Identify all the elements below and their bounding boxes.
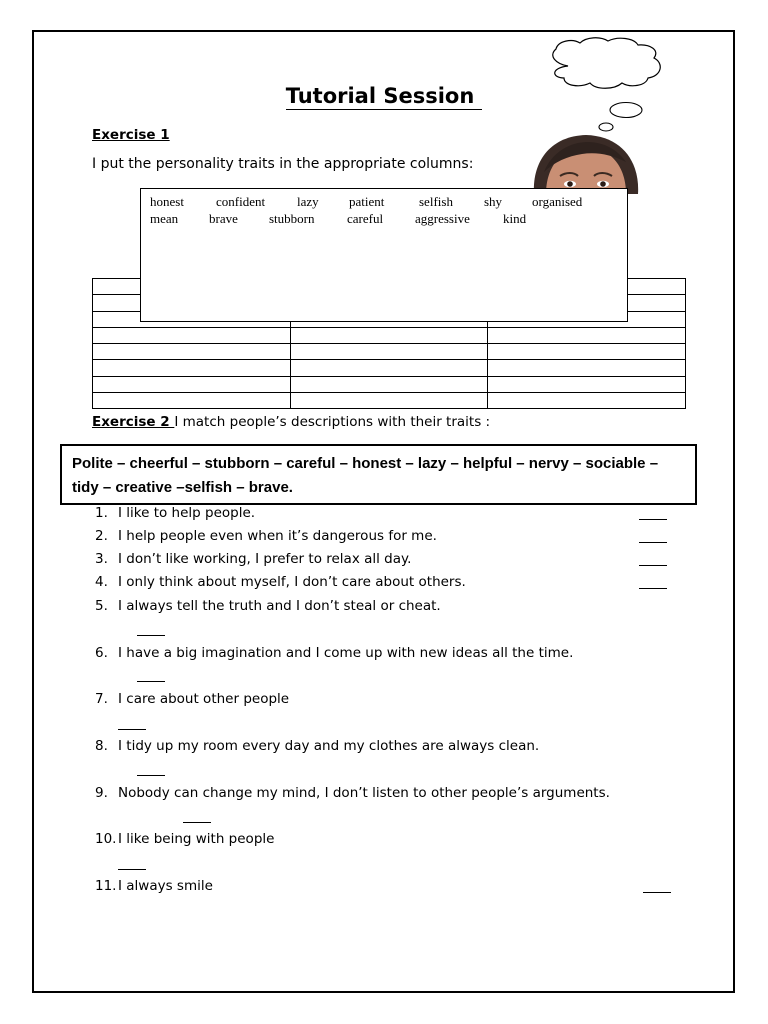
table-cell[interactable] xyxy=(290,344,488,360)
list-item xyxy=(95,528,437,544)
traits-box xyxy=(60,444,697,505)
table-cell[interactable] xyxy=(93,327,291,343)
list-item xyxy=(95,738,539,754)
list-item xyxy=(95,691,289,707)
word-item: honest xyxy=(150,194,184,209)
item-text: I have a big imagination and I come up with new ideas all the time. xyxy=(118,645,574,661)
table-cell[interactable] xyxy=(93,393,291,409)
item-number: 7. xyxy=(95,691,108,707)
list-item xyxy=(95,785,610,801)
item-text: I only think about myself, I don’t care about others. xyxy=(118,574,466,590)
word-item: selfish xyxy=(419,194,453,209)
list-item xyxy=(95,645,573,661)
answer-blank[interactable] xyxy=(639,565,667,566)
answer-blank[interactable] xyxy=(639,588,667,589)
item-text: I like being with people xyxy=(118,831,275,847)
word-bank-box xyxy=(140,188,628,322)
list-item xyxy=(95,831,274,847)
item-number: 3. xyxy=(95,551,108,567)
item-text: I care about other people xyxy=(118,691,290,707)
item-text: I always tell the truth and I don’t steal or cheat. xyxy=(118,598,441,614)
word-item: shy xyxy=(484,194,503,209)
exercise1-heading: Exercise 1 xyxy=(92,127,170,143)
girl-face-image xyxy=(530,132,642,194)
list-item xyxy=(95,598,441,614)
table-cell[interactable] xyxy=(290,393,488,409)
exercise2-heading: Exercise 2 xyxy=(92,414,175,430)
item-number: 9. xyxy=(95,785,108,801)
list-item xyxy=(95,505,255,521)
table-row xyxy=(93,393,686,409)
word-row-1 xyxy=(150,194,582,210)
word-item: mean xyxy=(150,211,179,226)
item-text: I like to help people. xyxy=(118,505,256,521)
item-number: 10. xyxy=(95,831,117,847)
thought-bubble-icon xyxy=(530,34,690,134)
table-cell[interactable] xyxy=(488,327,686,343)
word-item: stubborn xyxy=(269,211,315,226)
exercise2-instruction: I match people’s descriptions with their traits : xyxy=(174,414,491,430)
item-number: 11. xyxy=(95,878,117,894)
answer-blank[interactable] xyxy=(643,892,671,893)
item-text: I don’t like working, I prefer to relax all day. xyxy=(118,551,412,567)
item-text: I help people even when it’s dangerous for me. xyxy=(118,528,437,544)
item-number: 4. xyxy=(95,574,108,590)
item-number: 2. xyxy=(95,528,108,544)
item-number: 8. xyxy=(95,738,108,754)
exercise1-instruction: I put the personality traits in the appropriate columns: xyxy=(92,156,474,172)
table-cell[interactable] xyxy=(93,376,291,392)
item-text: Nobody can change my mind, I don’t listen to other people’s arguments. xyxy=(118,785,610,801)
item-text: I tidy up my room every day and my clothes are always clean. xyxy=(118,738,540,754)
table-row xyxy=(93,360,686,376)
table-cell[interactable] xyxy=(488,344,686,360)
answer-blank[interactable] xyxy=(137,635,165,636)
table-cell[interactable] xyxy=(290,327,488,343)
table-cell[interactable] xyxy=(93,344,291,360)
table-cell[interactable] xyxy=(488,393,686,409)
item-number: 1. xyxy=(95,505,108,521)
table-cell[interactable] xyxy=(290,360,488,376)
word-item: brave xyxy=(209,211,238,226)
item-number: 6. xyxy=(95,645,108,661)
word-item: aggressive xyxy=(415,211,470,226)
table-row xyxy=(93,327,686,343)
answer-blank[interactable] xyxy=(639,519,667,520)
answer-blank[interactable] xyxy=(118,729,146,730)
word-item: confident xyxy=(216,194,266,209)
word-row-2 xyxy=(150,211,526,227)
table-cell[interactable] xyxy=(290,376,488,392)
answer-blank[interactable] xyxy=(137,775,165,776)
table-cell[interactable] xyxy=(488,360,686,376)
table-cell[interactable] xyxy=(488,376,686,392)
traits-line-1: Polite – cheerful – stubborn – careful – honest – lazy – helpful – nervy – sociable – xyxy=(72,455,659,472)
word-item: lazy xyxy=(297,194,319,209)
item-number: 5. xyxy=(95,598,108,614)
list-item xyxy=(95,551,411,567)
exercise2-line xyxy=(92,414,490,430)
table-cell[interactable] xyxy=(93,360,291,376)
word-item: kind xyxy=(503,211,527,226)
list-item xyxy=(95,574,466,590)
traits-line-2: tidy – creative –selfish – brave. xyxy=(72,479,293,496)
answer-blank[interactable] xyxy=(183,822,211,823)
word-item: organised xyxy=(532,194,583,209)
answer-blank[interactable] xyxy=(137,681,165,682)
table-row xyxy=(93,344,686,360)
word-item: patient xyxy=(349,194,385,209)
list-item xyxy=(95,878,213,894)
answer-blank[interactable] xyxy=(639,542,667,543)
page-title: Tutorial Session xyxy=(0,84,768,108)
table-row xyxy=(93,376,686,392)
word-item: careful xyxy=(347,211,384,226)
answer-blank[interactable] xyxy=(118,869,146,870)
item-text: I always smile xyxy=(118,878,213,894)
